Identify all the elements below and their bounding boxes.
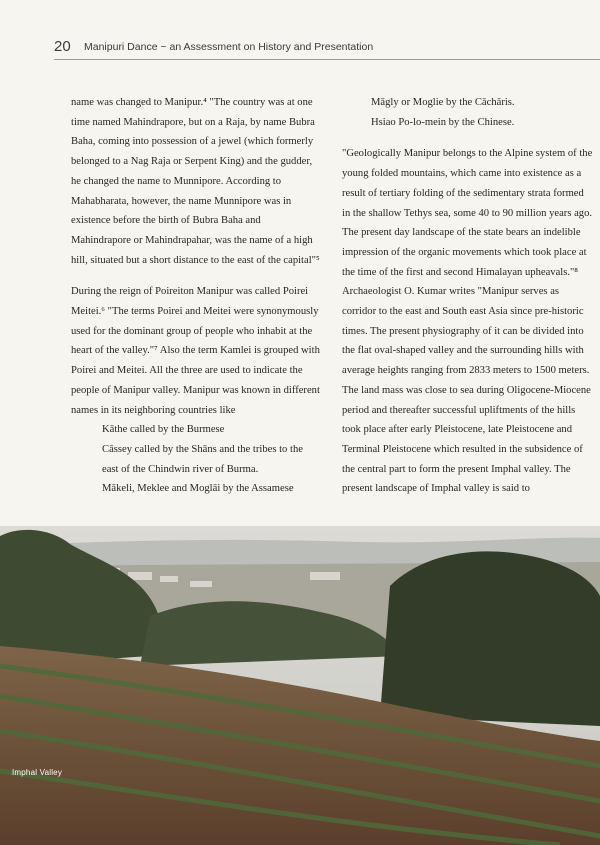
right-column <box>342 93 594 499</box>
right-paragraph-1: "Geologically Manipur belongs to the Alpine system of the young folded mountains, which came into existence as a result of tertiary folding of the sedimentary strata formed in the shallow Tethys sea, some 40 to 90 million years ago. <box>342 148 593 219</box>
right-tree-cluster <box>380 551 600 726</box>
left-paragraph-2: During the reign of Poireiton Manipur was called Poirei Meitei.⁶ "The terms Poirei and Meitei were synonymously used for the dominant group of people who inhabit at the heart of the valley."⁷ Also the term Kamlei is grouped with Poirei and Meitei. All the three are used to indicate the people of Manipur valley. Manipur was known in different names in its neighboring countries like <box>71 286 320 416</box>
left-column <box>71 93 322 499</box>
right-paragraph-2: The present day landscape of the state bears an indelible impression of the organic movements which took place at the time of the first and second Himalayan upheavals."⁸ Archaeologist O. Kumar writes "Manipur serves as corridor to the east and South east Asia since pre-historic times. The present physiography of it can be divided into the flat oval-shaped valley and the surrounding hills with average heights ranging from 2833 meters to 1500 meters. The land mass was close to sea during Oligocene-Miocene period and thereafter successful upliftments of the hills took place after early Pleistocene, late Pleistocene and Terminal Pleistocene which resulted in the subsidence of the central part to form the present Imphal valley. The present landscape of Imphal valley is said to <box>342 227 591 495</box>
name-item-chinese: Hsiao Po-lo-mein by the Chinese. <box>371 116 515 128</box>
page-number: 20 <box>54 38 71 55</box>
valley-landscape-illustration <box>0 526 600 845</box>
name-item-assamese: Mākeli, Meklee and Moglāi by the Assamese <box>102 483 294 495</box>
left-paragraph-1: name was changed to Manipur.⁴ "The country was at one time named Mahindrapore, but on a Raja, by name Bubra Baha, coming into possession of a jewel (which formerly belonged to a Nag Raja or Serpent King) and the gudder, he changed the name to Munnipore. According to Mahabharata, however, the name Munnipore was in existence before the birth of Bubra Baha and Mahindrapore or Mahindrapahar, was the name of a high hill, situated but a short distance to the east of the capital"⁵ <box>71 97 320 266</box>
name-item-shans: Cāssey called by the Shāns and the tribes to the east of the Chindwin river of Burma. <box>102 443 303 475</box>
name-item-cacharis: Māgly or Moglie by the Cāchāris. <box>371 97 515 108</box>
imphal-valley-photo <box>0 526 600 845</box>
page-header <box>54 38 594 60</box>
running-title: Manipuri Dance ~ an Assessment on History and Presentation <box>84 41 374 53</box>
name-item-burmese: Kāthe called by the Burmese <box>102 424 225 436</box>
header-rule <box>54 59 600 60</box>
photo-caption: Imphal Valley <box>12 768 63 777</box>
